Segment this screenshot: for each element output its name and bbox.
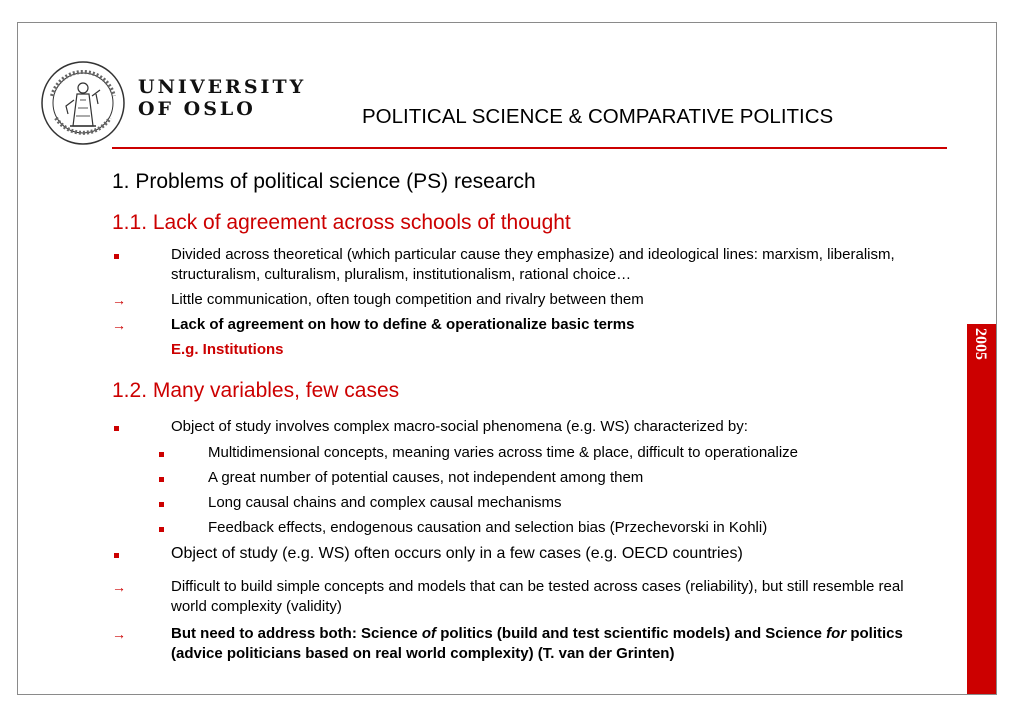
arrow-right-icon: → <box>112 579 126 595</box>
bullet-icon <box>157 468 177 488</box>
university-logo-text <box>138 76 306 120</box>
year-side-bar <box>967 324 996 694</box>
list-subitem: Multidimensional concepts, meaning varies across time & place, difficult to operationalize <box>112 443 942 463</box>
list-item: → Lack of agreement on how to define & operationalize basic terms <box>112 316 635 333</box>
arrow-right-icon: → <box>112 292 126 308</box>
list-subitem: Feedback effects, endogenous causation and selection bias (Przechevorski in Kohli) <box>112 518 942 538</box>
bullet-icon <box>112 544 132 564</box>
subsection-heading-2: 1.2. Many variables, few cases <box>112 379 400 402</box>
list-subitem: A great number of potential causes, not independent among them <box>112 468 942 488</box>
list-item-conclusion: → But need to address both: Science of politics (build and test scientific models) and Science for politics (advice politicians based on real world complexity) (T. van der Grinten) <box>112 625 903 662</box>
list-item: Object of study involves complex macro-social phenomena (e.g. WS) characterized by: <box>112 417 942 437</box>
arrow-right-icon: → <box>112 317 126 333</box>
year-label: 2005 <box>972 328 989 360</box>
arrow-right-icon: → <box>112 626 126 642</box>
logo-line-2: OF OSLO <box>138 98 256 120</box>
list-item: Object of study (e.g. WS) often occurs only in a few cases (e.g. OECD countries) <box>112 544 942 564</box>
list-item: Divided across theoretical (which particular cause they emphasize) and ideological lines: marxism, liberalism, structuralism, culturalism, pluralism, institutionalism, rational choice… <box>112 245 942 285</box>
bullet-icon <box>157 443 177 463</box>
list-item-example: E.g. Institutions <box>171 341 284 358</box>
bullet-icon <box>112 417 132 437</box>
university-seal-icon <box>40 60 126 146</box>
list-subitem: Long causal chains and complex causal mechanisms <box>112 493 942 513</box>
section-heading-main: 1. Problems of political science (PS) research <box>112 170 536 193</box>
list-item: → Difficult to build simple concepts and models that can be tested across cases (reliability), but still resemble real world complexity (validity) <box>112 578 904 615</box>
bullet-icon <box>157 518 177 538</box>
title-divider <box>112 147 947 149</box>
bullet-icon <box>157 493 177 513</box>
subsection-heading-1: 1.1. Lack of agreement across schools of thought <box>112 211 571 234</box>
bullet-icon <box>112 245 132 265</box>
logo-line-1: UNIVERSITY <box>138 76 307 98</box>
slide-title: POLITICAL SCIENCE & COMPARATIVE POLITICS <box>362 105 834 128</box>
list-item: → Little communication, often tough competition and rivalry between them <box>112 291 644 308</box>
